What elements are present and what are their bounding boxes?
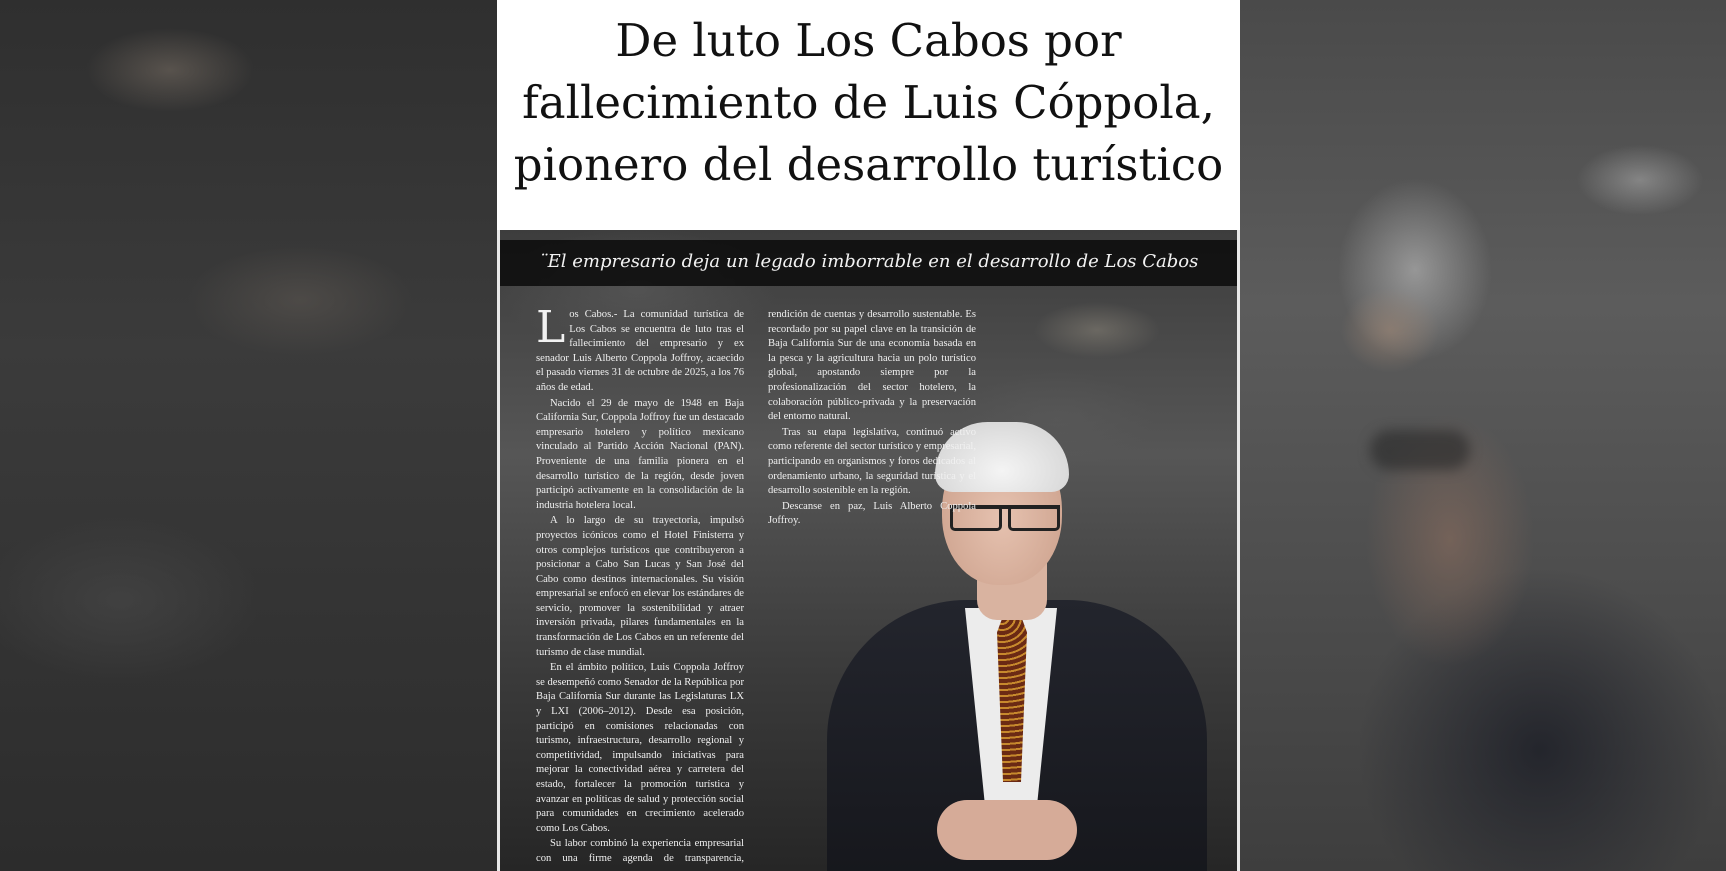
- headline: [497, 10, 1240, 196]
- subtitle: ¨El empresario deja un legado imborrable en el desarrollo de Los Cabos: [538, 251, 1199, 272]
- paragraph: A lo largo de su trayectoria, impulsó proyectos icónicos como el Hotel Finisterra y otros complejos turísticos que contribuyeron a posicionar a Cabo San Lucas y San José del Cabo como destinos internacionales. Su visión empresarial se enfocó en elevar los estándares de servicio, promover la sostenibilidad y atraer inversión privada, pilares fundamentales en la transformación de Los Cabos en un referente del turismo de clase mundial.: [536, 515, 744, 658]
- blurred-background-left: [0, 0, 497, 871]
- headline-block: [497, 0, 1240, 230]
- blurred-background-right: [1240, 0, 1726, 871]
- headline-line: pionero del desarrollo turístico: [513, 138, 1224, 191]
- page-border-right: [1237, 230, 1240, 871]
- subtitle-band: [497, 240, 1240, 286]
- paragraph: Nacido el 29 de mayo de 1948 en Baja California Sur, Coppola Joffroy fue un destacado empresario hotelero y político mexicano vinculado al Partido Acción Nacional (PAN). Proveniente de una familia pionera en el desarrollo turístico de la región, desde joven participó activamente en la consolidación de la industria hotelera local.: [536, 397, 744, 511]
- paragraph: Tras su etapa legislativa, continuó activo como referente del sector turístico y empresarial, participando en organismos y foros dedicados al ordenamiento urbano, la seguridad turística y el desarrollo sostenible en la región.: [768, 426, 976, 497]
- headline-line: fallecimiento de Luis Cóppola,: [522, 76, 1215, 129]
- drop-cap: L: [536, 302, 566, 353]
- article-page: [497, 0, 1240, 871]
- paragraph: En el ámbito político, Luis Coppola Joffroy se desempeñó como Senador de la República por Baja California Sur durante las Legislaturas LX y LXI (2006–2012). Desde esa posición, participó en comisiones relacionadas con turismo, infraestructura, desarrollo regional y competitividad, impulsando iniciativas para mejorar la conectividad aérea y carretera del estado, fortalecer la promoción turística y avanzar en políticas de salud y protección social para comunidades en crecimiento acelerado como Los Cabos.: [536, 662, 744, 834]
- article-body: [536, 302, 976, 868]
- headline-line: De luto Los Cabos por: [615, 14, 1122, 67]
- cover-photo: [497, 230, 1240, 871]
- paragraph: Los Cabos.- La comunidad turística de Los Cabos se encuentra de luto tras el fallecimiento del empresario y ex senador Luis Alberto Coppola Joffroy, acaecido el pasado viernes 31 de octubre de 2025, a los 76 años de edad.: [536, 302, 744, 393]
- paragraph: Descanse en paz, Luis Alberto Coppola Joffroy.: [768, 500, 976, 527]
- page-border-left: [497, 230, 500, 871]
- paragraph: Su labor combinó la experiencia empresarial con una firme agenda de transparencia, rendición de cuentas y desarrollo sustentable. Es recordado por su papel clave en la transición de Baja California Sur de una economía basada en la pesca y la agricultura hacia un polo turístico global, apostando siempre por la profesionalización del sector hotelero, la colaboración público-privada y la preservación del entorno natural.: [536, 309, 976, 864]
